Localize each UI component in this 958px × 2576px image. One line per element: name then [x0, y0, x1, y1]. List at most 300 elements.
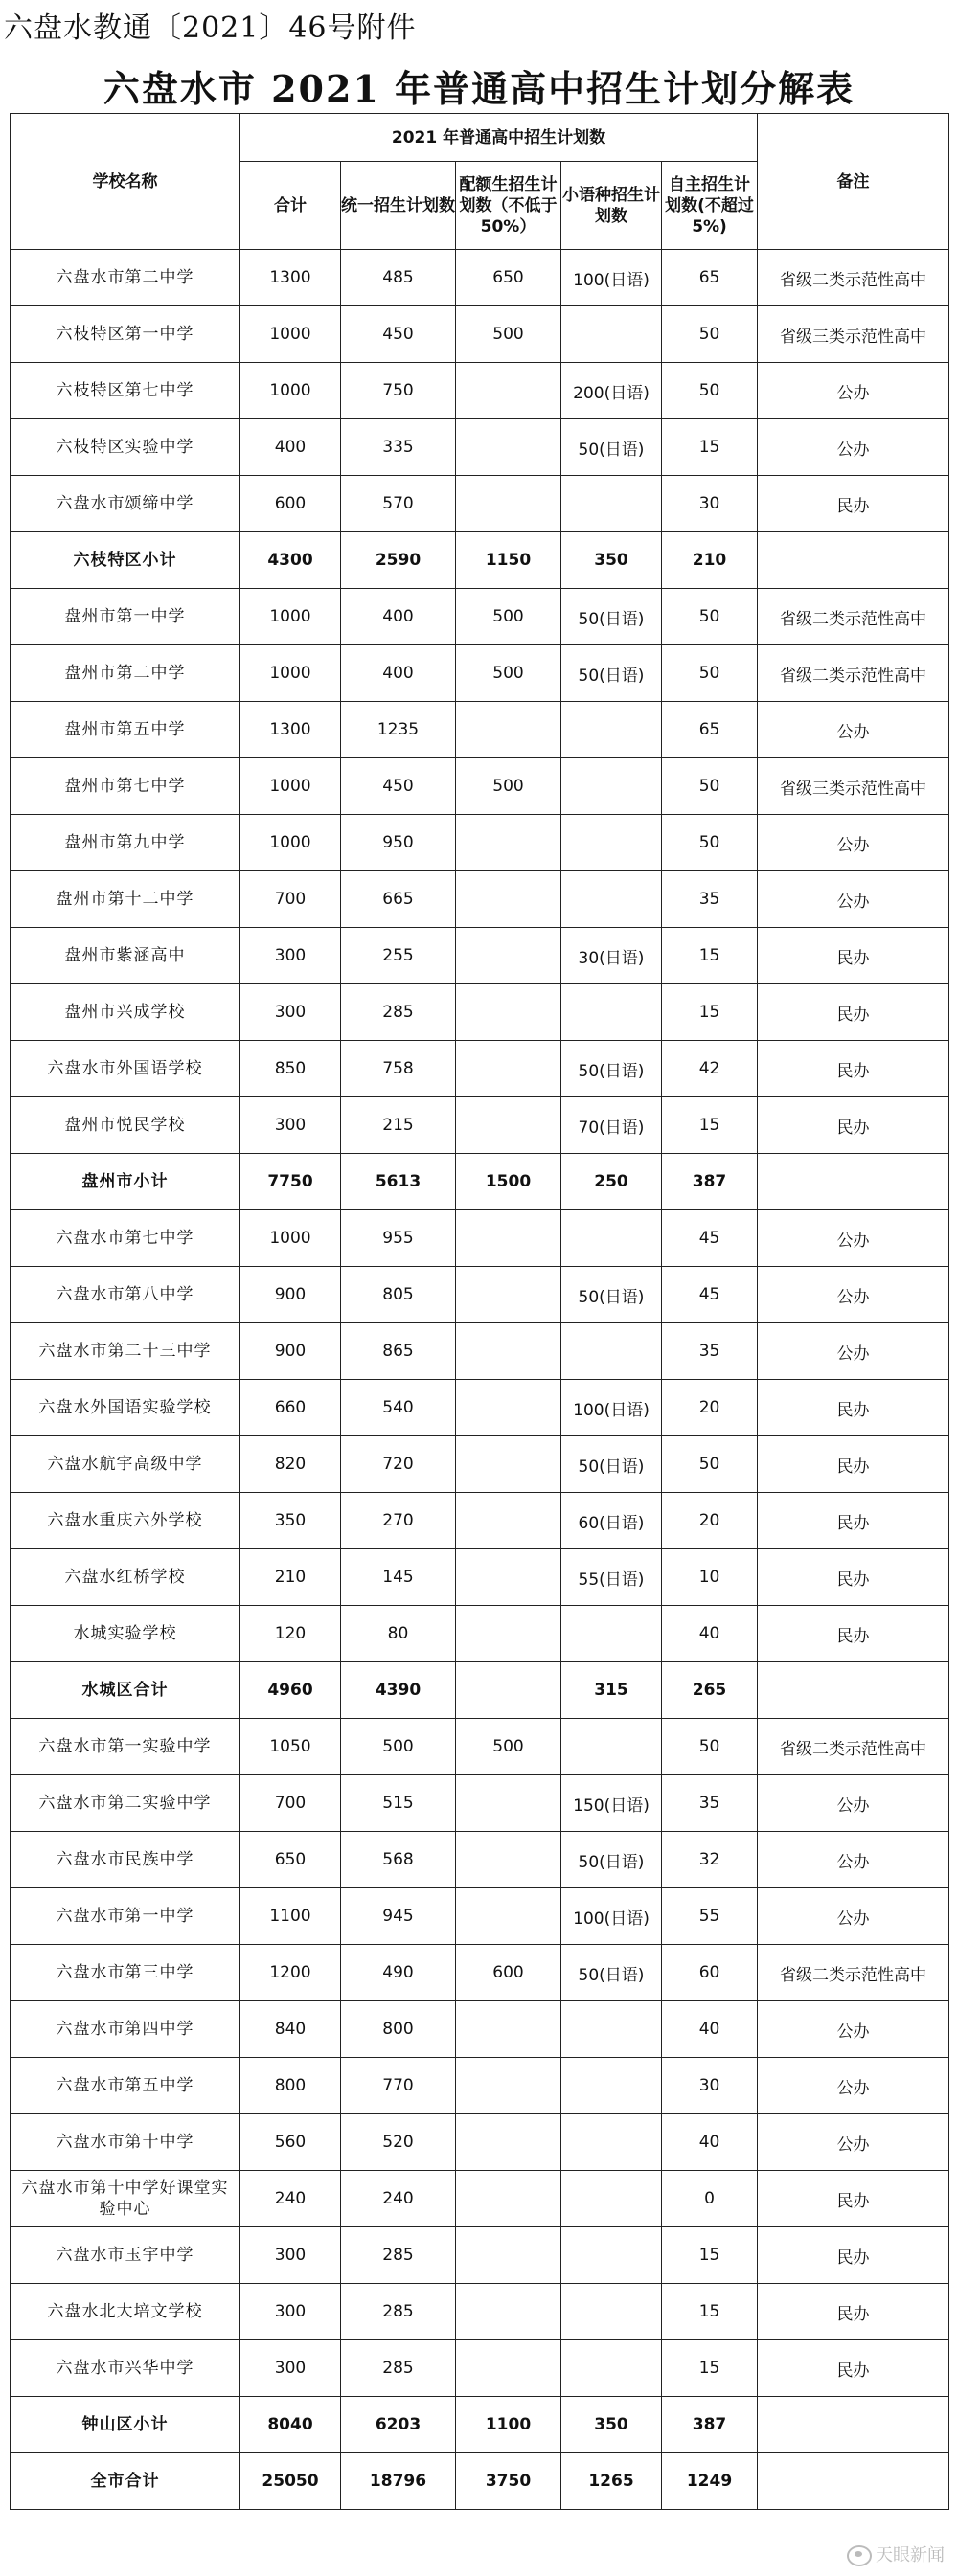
cell-minor-language [561, 2171, 662, 2227]
cell-note [758, 1662, 949, 1719]
cell-school-name: 盘州市小计 [11, 1154, 240, 1210]
table-body [11, 250, 949, 2510]
cell-note: 民办 [758, 1436, 949, 1493]
cell-note: 省级二类示范性高中 [758, 250, 949, 306]
table-row [11, 758, 949, 815]
header-note: 备注 [758, 114, 949, 250]
table-row [11, 1041, 949, 1097]
cell-allocated [456, 1606, 561, 1662]
cell-allocated [456, 2340, 561, 2397]
cell-unified: 145 [341, 1549, 456, 1606]
cell-minor-language: 350 [561, 532, 662, 589]
cell-school-name: 六盘水市兴华中学 [11, 2340, 240, 2397]
cell-self-enrollment: 15 [662, 984, 758, 1041]
cell-allocated [456, 2171, 561, 2227]
cell-allocated [456, 2284, 561, 2340]
cell-total: 300 [240, 984, 341, 1041]
cell-minor-language [561, 1606, 662, 1662]
cell-total: 300 [240, 2227, 341, 2284]
cell-unified: 500 [341, 1719, 456, 1775]
subtotal-row [11, 1662, 949, 1719]
cell-self-enrollment: 1249 [662, 2453, 758, 2510]
cell-self-enrollment: 265 [662, 1662, 758, 1719]
cell-unified: 2590 [341, 532, 456, 589]
subtotal-row [11, 2453, 949, 2510]
cell-total: 300 [240, 2340, 341, 2397]
cell-minor-language: 60(日语) [561, 1493, 662, 1549]
cell-minor-language [561, 306, 662, 363]
table-row [11, 1775, 949, 1832]
cell-unified: 805 [341, 1267, 456, 1323]
cell-unified: 285 [341, 984, 456, 1041]
table-row [11, 1888, 949, 1945]
cell-allocated [456, 419, 561, 476]
cell-allocated [456, 702, 561, 758]
table-row [11, 928, 949, 984]
cell-self-enrollment: 60 [662, 1945, 758, 2001]
cell-note: 民办 [758, 476, 949, 532]
cell-minor-language: 350 [561, 2397, 662, 2453]
table-row [11, 1493, 949, 1549]
table-row [11, 306, 949, 363]
cell-total: 4960 [240, 1662, 341, 1719]
cell-total: 660 [240, 1380, 341, 1436]
cell-unified: 720 [341, 1436, 456, 1493]
cell-unified: 270 [341, 1493, 456, 1549]
cell-school-name: 盘州市第五中学 [11, 702, 240, 758]
cell-allocated [456, 1832, 561, 1888]
cell-self-enrollment: 50 [662, 589, 758, 645]
cell-school-name: 六盘水北大培文学校 [11, 2284, 240, 2340]
cell-minor-language [561, 2001, 662, 2058]
cell-unified: 450 [341, 306, 456, 363]
cell-note: 省级二类示范性高中 [758, 645, 949, 702]
cell-allocated [456, 1493, 561, 1549]
cell-total: 1300 [240, 702, 341, 758]
cell-allocated [456, 1210, 561, 1267]
table-row [11, 2058, 949, 2114]
cell-self-enrollment: 30 [662, 2058, 758, 2114]
cell-note [758, 1154, 949, 1210]
table-row [11, 1436, 949, 1493]
cell-minor-language: 50(日语) [561, 1267, 662, 1323]
cell-self-enrollment: 40 [662, 2001, 758, 2058]
cell-allocated: 500 [456, 645, 561, 702]
table-row [11, 1832, 949, 1888]
cell-minor-language [561, 1323, 662, 1380]
cell-total: 240 [240, 2171, 341, 2227]
cell-allocated [456, 1041, 561, 1097]
cell-total: 850 [240, 1041, 341, 1097]
cell-note: 民办 [758, 1041, 949, 1097]
cell-school-name: 水城区合计 [11, 1662, 240, 1719]
cell-allocated [456, 1380, 561, 1436]
cell-total: 600 [240, 476, 341, 532]
cell-self-enrollment: 45 [662, 1210, 758, 1267]
cell-unified: 945 [341, 1888, 456, 1945]
cell-total: 7750 [240, 1154, 341, 1210]
cell-total: 1200 [240, 1945, 341, 2001]
cell-allocated: 1100 [456, 2397, 561, 2453]
cell-minor-language: 100(日语) [561, 1888, 662, 1945]
cell-note: 民办 [758, 1493, 949, 1549]
cell-minor-language: 1265 [561, 2453, 662, 2510]
cell-unified: 955 [341, 1210, 456, 1267]
table-row [11, 250, 949, 306]
table-row [11, 984, 949, 1041]
cell-self-enrollment: 20 [662, 1493, 758, 1549]
header-plan-group: 2021 年普通高中招生计划数 [240, 114, 758, 162]
cell-minor-language [561, 871, 662, 928]
cell-allocated [456, 1888, 561, 1945]
cell-unified: 285 [341, 2340, 456, 2397]
cell-note: 民办 [758, 2340, 949, 2397]
cell-total: 560 [240, 2114, 341, 2171]
cell-note [758, 2397, 949, 2453]
cell-school-name: 六盘水外国语实验学校 [11, 1380, 240, 1436]
cell-school-name: 六盘水市第二十三中学 [11, 1323, 240, 1380]
cell-total: 800 [240, 2058, 341, 2114]
cell-school-name: 水城实验学校 [11, 1606, 240, 1662]
cell-minor-language: 50(日语) [561, 645, 662, 702]
cell-allocated [456, 2001, 561, 2058]
table-row [11, 2171, 949, 2227]
table-row [11, 645, 949, 702]
cell-unified: 400 [341, 589, 456, 645]
cell-minor-language [561, 1719, 662, 1775]
cell-allocated: 1150 [456, 532, 561, 589]
cell-self-enrollment: 40 [662, 1606, 758, 1662]
cell-minor-language: 50(日语) [561, 1945, 662, 2001]
cell-total: 25050 [240, 2453, 341, 2510]
cell-total: 900 [240, 1267, 341, 1323]
cell-unified: 758 [341, 1041, 456, 1097]
cell-school-name: 六盘水市颂缔中学 [11, 476, 240, 532]
cell-note: 公办 [758, 1210, 949, 1267]
cell-self-enrollment: 387 [662, 2397, 758, 2453]
cell-self-enrollment: 15 [662, 928, 758, 984]
cell-school-name: 六盘水市民族中学 [11, 1832, 240, 1888]
cell-self-enrollment: 65 [662, 250, 758, 306]
cell-note: 公办 [758, 1775, 949, 1832]
cell-school-name: 六枝特区小计 [11, 532, 240, 589]
cell-school-name: 六盘水市第八中学 [11, 1267, 240, 1323]
cell-total: 700 [240, 1775, 341, 1832]
cell-minor-language: 50(日语) [561, 419, 662, 476]
cell-total: 300 [240, 2284, 341, 2340]
table-row [11, 476, 949, 532]
cell-note: 民办 [758, 1606, 949, 1662]
cell-school-name: 六枝特区第七中学 [11, 363, 240, 419]
cell-total: 350 [240, 1493, 341, 1549]
cell-unified: 770 [341, 2058, 456, 2114]
cell-allocated [456, 2058, 561, 2114]
cell-total: 1000 [240, 589, 341, 645]
cell-unified: 515 [341, 1775, 456, 1832]
cell-self-enrollment: 35 [662, 1323, 758, 1380]
cell-total: 1000 [240, 363, 341, 419]
cell-minor-language: 150(日语) [561, 1775, 662, 1832]
cell-total: 4300 [240, 532, 341, 589]
cell-school-name: 盘州市第十二中学 [11, 871, 240, 928]
cell-school-name: 六盘水市第三中学 [11, 1945, 240, 2001]
cell-minor-language [561, 2340, 662, 2397]
cell-allocated: 3750 [456, 2453, 561, 2510]
cell-unified: 285 [341, 2227, 456, 2284]
cell-school-name: 盘州市第七中学 [11, 758, 240, 815]
cell-total: 8040 [240, 2397, 341, 2453]
cell-unified: 1235 [341, 702, 456, 758]
cell-total: 650 [240, 1832, 341, 1888]
cell-school-name: 六盘水市第二中学 [11, 250, 240, 306]
cell-unified: 665 [341, 871, 456, 928]
cell-self-enrollment: 15 [662, 1097, 758, 1154]
cell-school-name: 六盘水市第十中学好课堂实验中心 [11, 2171, 240, 2227]
cell-school-name: 六盘水市第一实验中学 [11, 1719, 240, 1775]
cell-allocated [456, 871, 561, 928]
header-school-name: 学校名称 [11, 114, 240, 250]
document-number: 六盘水教通〔2021〕46号附件 [4, 11, 417, 45]
cell-note: 民办 [758, 1549, 949, 1606]
cell-minor-language: 250 [561, 1154, 662, 1210]
cell-self-enrollment: 50 [662, 1436, 758, 1493]
cell-minor-language: 50(日语) [561, 1041, 662, 1097]
cell-minor-language [561, 2284, 662, 2340]
cell-minor-language: 50(日语) [561, 1832, 662, 1888]
weibo-icon [847, 2545, 872, 2566]
cell-minor-language: 55(日语) [561, 1549, 662, 1606]
header-total: 合计 [240, 162, 341, 250]
cell-self-enrollment: 65 [662, 702, 758, 758]
cell-note: 公办 [758, 2001, 949, 2058]
cell-unified: 750 [341, 363, 456, 419]
enrollment-plan-table [10, 113, 949, 2510]
cell-minor-language: 50(日语) [561, 589, 662, 645]
table-row [11, 2284, 949, 2340]
cell-unified: 255 [341, 928, 456, 984]
cell-school-name: 盘州市悦民学校 [11, 1097, 240, 1154]
cell-allocated [456, 476, 561, 532]
cell-school-name: 盘州市第一中学 [11, 589, 240, 645]
cell-minor-language [561, 815, 662, 871]
cell-self-enrollment: 15 [662, 2227, 758, 2284]
table-row [11, 2001, 949, 2058]
cell-note: 公办 [758, 1888, 949, 1945]
cell-minor-language: 315 [561, 1662, 662, 1719]
table-row [11, 871, 949, 928]
cell-self-enrollment: 387 [662, 1154, 758, 1210]
cell-minor-language [561, 2058, 662, 2114]
cell-self-enrollment: 40 [662, 2114, 758, 2171]
cell-allocated: 650 [456, 250, 561, 306]
cell-school-name: 盘州市兴成学校 [11, 984, 240, 1041]
cell-self-enrollment: 0 [662, 2171, 758, 2227]
cell-self-enrollment: 50 [662, 363, 758, 419]
cell-unified: 865 [341, 1323, 456, 1380]
table-row [11, 2340, 949, 2397]
table-row [11, 1606, 949, 1662]
cell-unified: 400 [341, 645, 456, 702]
table-row [11, 815, 949, 871]
cell-self-enrollment: 42 [662, 1041, 758, 1097]
cell-allocated [456, 815, 561, 871]
subtotal-row [11, 532, 949, 589]
cell-school-name: 盘州市第二中学 [11, 645, 240, 702]
cell-total: 300 [240, 1097, 341, 1154]
cell-school-name: 盘州市第九中学 [11, 815, 240, 871]
cell-total: 840 [240, 2001, 341, 2058]
table-row [11, 1380, 949, 1436]
header-allocated: 配额生招生计划数（不低于 50%） [456, 162, 561, 250]
cell-unified: 450 [341, 758, 456, 815]
cell-allocated [456, 1267, 561, 1323]
cell-self-enrollment: 55 [662, 1888, 758, 1945]
cell-school-name: 六盘水市第四中学 [11, 2001, 240, 2058]
cell-self-enrollment: 50 [662, 815, 758, 871]
cell-school-name: 六盘水市第二实验中学 [11, 1775, 240, 1832]
cell-note: 省级二类示范性高中 [758, 1719, 949, 1775]
cell-total: 700 [240, 871, 341, 928]
cell-allocated [456, 984, 561, 1041]
cell-unified: 240 [341, 2171, 456, 2227]
cell-note: 公办 [758, 871, 949, 928]
cell-total: 1000 [240, 758, 341, 815]
cell-allocated [456, 928, 561, 984]
cell-note [758, 532, 949, 589]
table-row [11, 1719, 949, 1775]
cell-school-name: 六盘水重庆六外学校 [11, 1493, 240, 1549]
cell-total: 1050 [240, 1719, 341, 1775]
cell-school-name: 六枝特区第一中学 [11, 306, 240, 363]
cell-allocated [456, 1097, 561, 1154]
cell-school-name: 六盘水市第十中学 [11, 2114, 240, 2171]
watermark-text: 天眼新闻 [876, 2545, 945, 2565]
cell-note: 省级二类示范性高中 [758, 589, 949, 645]
cell-minor-language: 200(日语) [561, 363, 662, 419]
cell-unified: 950 [341, 815, 456, 871]
cell-allocated: 500 [456, 1719, 561, 1775]
cell-allocated: 1500 [456, 1154, 561, 1210]
cell-allocated [456, 1436, 561, 1493]
table-row [11, 2114, 949, 2171]
cell-minor-language [561, 476, 662, 532]
cell-self-enrollment: 210 [662, 532, 758, 589]
cell-total: 1000 [240, 645, 341, 702]
cell-self-enrollment: 10 [662, 1549, 758, 1606]
cell-self-enrollment: 50 [662, 645, 758, 702]
cell-note: 民办 [758, 1097, 949, 1154]
table-row [11, 1549, 949, 1606]
cell-total: 210 [240, 1549, 341, 1606]
cell-note: 公办 [758, 815, 949, 871]
cell-school-name: 钟山区小计 [11, 2397, 240, 2453]
header-minor-language: 小语种招生计划数 [561, 162, 662, 250]
cell-school-name: 六枝特区实验中学 [11, 419, 240, 476]
cell-note: 民办 [758, 2227, 949, 2284]
cell-self-enrollment: 15 [662, 2284, 758, 2340]
page-title: 六盘水市 2021 年普通高中招生计划分解表 [103, 67, 855, 110]
cell-note: 民办 [758, 984, 949, 1041]
cell-allocated: 600 [456, 1945, 561, 2001]
cell-total: 1000 [240, 815, 341, 871]
cell-minor-language [561, 1210, 662, 1267]
watermark [847, 2542, 945, 2566]
cell-unified: 800 [341, 2001, 456, 2058]
cell-allocated [456, 363, 561, 419]
cell-note: 民办 [758, 2284, 949, 2340]
cell-allocated: 500 [456, 306, 561, 363]
cell-note: 公办 [758, 702, 949, 758]
cell-note [758, 2453, 949, 2510]
cell-unified: 520 [341, 2114, 456, 2171]
cell-unified: 18796 [341, 2453, 456, 2510]
cell-school-name: 六盘水市第五中学 [11, 2058, 240, 2114]
cell-total: 400 [240, 419, 341, 476]
cell-note: 公办 [758, 1267, 949, 1323]
cell-school-name: 盘州市紫涵高中 [11, 928, 240, 984]
cell-unified: 4390 [341, 1662, 456, 1719]
cell-note: 省级二类示范性高中 [758, 1945, 949, 2001]
cell-unified: 215 [341, 1097, 456, 1154]
cell-minor-language [561, 2114, 662, 2171]
cell-unified: 335 [341, 419, 456, 476]
cell-note: 公办 [758, 1832, 949, 1888]
cell-school-name: 六盘水市第一中学 [11, 1888, 240, 1945]
cell-note: 省级三类示范性高中 [758, 758, 949, 815]
cell-note: 民办 [758, 2171, 949, 2227]
cell-allocated [456, 1775, 561, 1832]
table-row [11, 702, 949, 758]
cell-minor-language [561, 702, 662, 758]
cell-self-enrollment: 35 [662, 1775, 758, 1832]
header-self-enrollment: 自主招生计划数(不超过 5%) [662, 162, 758, 250]
cell-note: 公办 [758, 419, 949, 476]
cell-unified: 5613 [341, 1154, 456, 1210]
cell-total: 120 [240, 1606, 341, 1662]
cell-self-enrollment: 20 [662, 1380, 758, 1436]
cell-unified: 540 [341, 1380, 456, 1436]
header-unified: 统一招生计划数 [341, 162, 456, 250]
cell-note: 公办 [758, 2058, 949, 2114]
cell-unified: 568 [341, 1832, 456, 1888]
cell-minor-language: 70(日语) [561, 1097, 662, 1154]
cell-note: 公办 [758, 363, 949, 419]
cell-minor-language: 30(日语) [561, 928, 662, 984]
cell-school-name: 六盘水红桥学校 [11, 1549, 240, 1606]
cell-self-enrollment: 50 [662, 758, 758, 815]
subtotal-row [11, 1154, 949, 1210]
cell-total: 820 [240, 1436, 341, 1493]
cell-unified: 485 [341, 250, 456, 306]
cell-minor-language [561, 758, 662, 815]
cell-note: 民办 [758, 928, 949, 984]
cell-self-enrollment: 15 [662, 419, 758, 476]
cell-self-enrollment: 15 [662, 2340, 758, 2397]
cell-total: 1100 [240, 1888, 341, 1945]
cell-note: 民办 [758, 1380, 949, 1436]
cell-minor-language: 100(日语) [561, 250, 662, 306]
table-row [11, 1267, 949, 1323]
cell-allocated [456, 2227, 561, 2284]
cell-minor-language [561, 2227, 662, 2284]
cell-school-name: 六盘水市玉宇中学 [11, 2227, 240, 2284]
cell-allocated: 500 [456, 758, 561, 815]
cell-total: 900 [240, 1323, 341, 1380]
cell-minor-language: 100(日语) [561, 1380, 662, 1436]
cell-self-enrollment: 35 [662, 871, 758, 928]
cell-unified: 570 [341, 476, 456, 532]
table-row [11, 1097, 949, 1154]
